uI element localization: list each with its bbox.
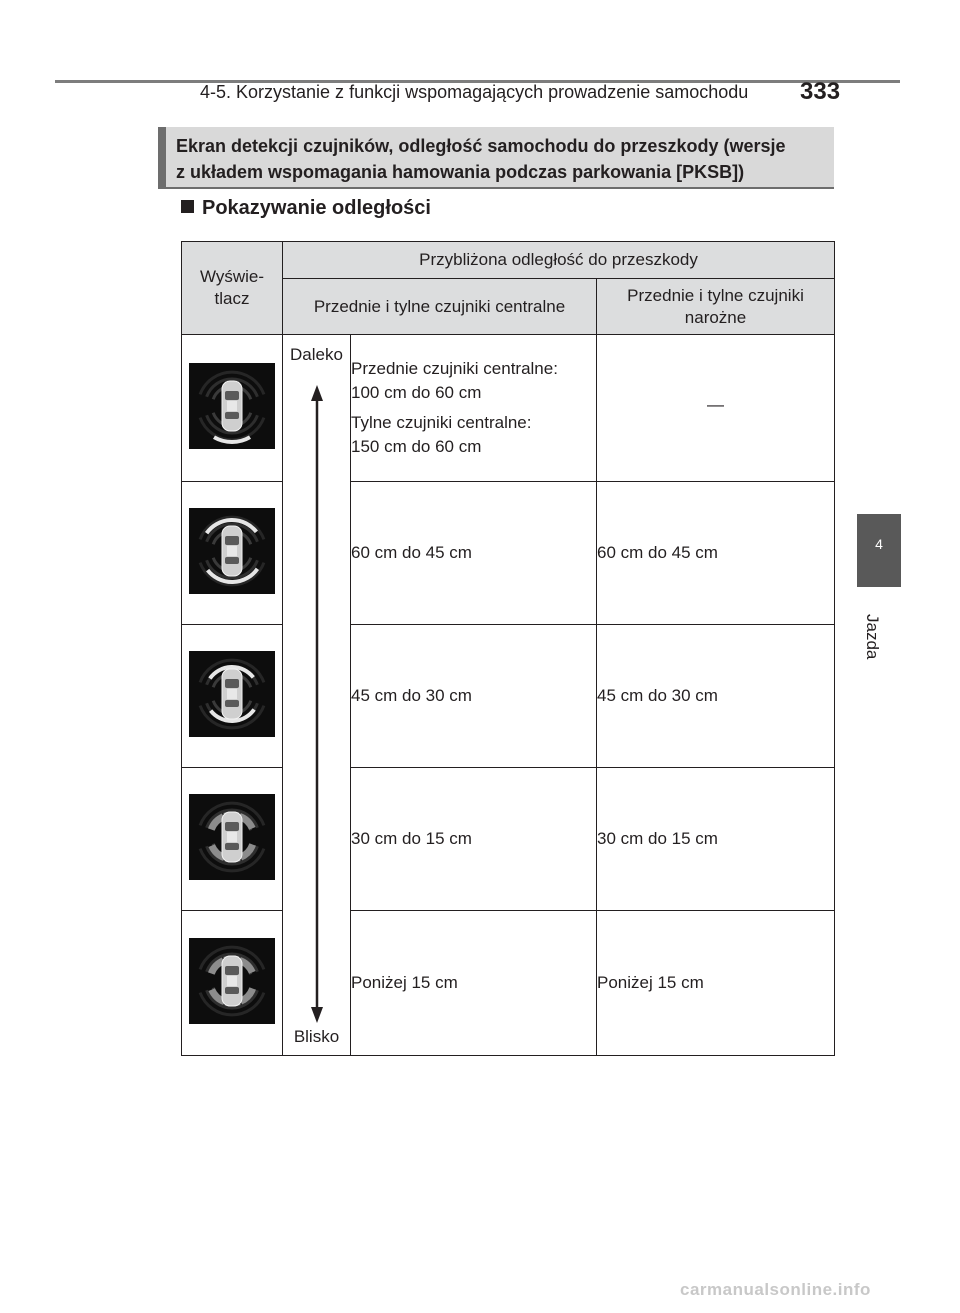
far-label: Daleko: [290, 345, 343, 364]
corner-value-cell: 60 cm do 45 cm: [597, 482, 835, 625]
subheading: [181, 197, 431, 220]
section-title-box: [158, 127, 834, 187]
table-row: [182, 335, 835, 482]
display-cell: [182, 335, 283, 482]
parking-sensor-display-icon: [189, 794, 275, 880]
center-rear-value: 150 cm do 60 cm: [351, 437, 482, 456]
display-column-header: [182, 242, 283, 335]
center-rear-label: Tylne czujniki centralne:: [351, 413, 532, 432]
distance-table: [181, 241, 835, 1056]
page-number: 333: [800, 78, 841, 105]
table-row: [182, 625, 835, 768]
parking-sensor-display-icon: [189, 651, 275, 737]
corner-value-cell: Poniżej 15 cm: [597, 911, 835, 1056]
center-sensors-header: Przednie i tylne czujniki centralne: [283, 279, 597, 335]
display-cell: [182, 768, 283, 911]
center-value-cell: Poniżej 15 cm: [351, 911, 597, 1056]
center-front-value: 100 cm do 60 cm: [351, 383, 482, 402]
parking-sensor-display-icon: [189, 508, 275, 594]
table-row: [182, 911, 835, 1056]
parking-sensor-display-icon: [189, 363, 275, 449]
table-row: [182, 768, 835, 911]
chapter-label-text: Jazda: [863, 614, 882, 660]
display-cell: [182, 482, 283, 625]
corner-value-cell: —: [597, 335, 835, 482]
subheading-text: Pokazywanie odległości: [202, 197, 431, 219]
distance-arrow-cell: [283, 335, 351, 1056]
center-front-label: Przednie czujniki centralne:: [351, 359, 558, 378]
distance-column-header: Przybliżona odległość do przeszkody: [283, 242, 835, 279]
table-row: [182, 482, 835, 625]
square-bullet-icon: [181, 200, 194, 213]
corner-value-cell: 45 cm do 30 cm: [597, 625, 835, 768]
section-title-line-1: Ekran detekcji czujników, odległość samochodu do przeszkody (wersje: [176, 136, 786, 156]
center-value-cell: 60 cm do 45 cm: [351, 482, 597, 625]
display-header-line-2: tlacz: [214, 289, 250, 308]
display-cell: [182, 911, 283, 1056]
corner-value-cell: 30 cm do 15 cm: [597, 768, 835, 911]
corner-sensors-header: Przednie i tylne czujniki narożne: [597, 279, 835, 335]
page-header-title: 4-5. Korzystanie z funkcji wspomagających prowadzenie samochodu: [200, 82, 749, 102]
chapter-label: [858, 594, 886, 660]
watermark: carmanualsonline.info: [680, 1280, 871, 1299]
section-rule: [158, 187, 834, 189]
center-value-cell: [351, 335, 597, 482]
display-cell: [182, 625, 283, 768]
center-value-cell: 30 cm do 15 cm: [351, 768, 597, 911]
chapter-tab: [857, 514, 901, 587]
center-value-cell: 45 cm do 30 cm: [351, 625, 597, 768]
parking-sensor-display-icon: [189, 938, 275, 1024]
chapter-number: 4: [875, 536, 883, 552]
double-arrow-icon: [308, 385, 326, 1023]
display-header-line-1: Wyświe-: [199, 267, 265, 286]
near-label: Blisko: [293, 1027, 340, 1046]
section-title-line-2: z układem wspomagania hamowania podczas parkowania [PKSB]): [176, 162, 745, 182]
